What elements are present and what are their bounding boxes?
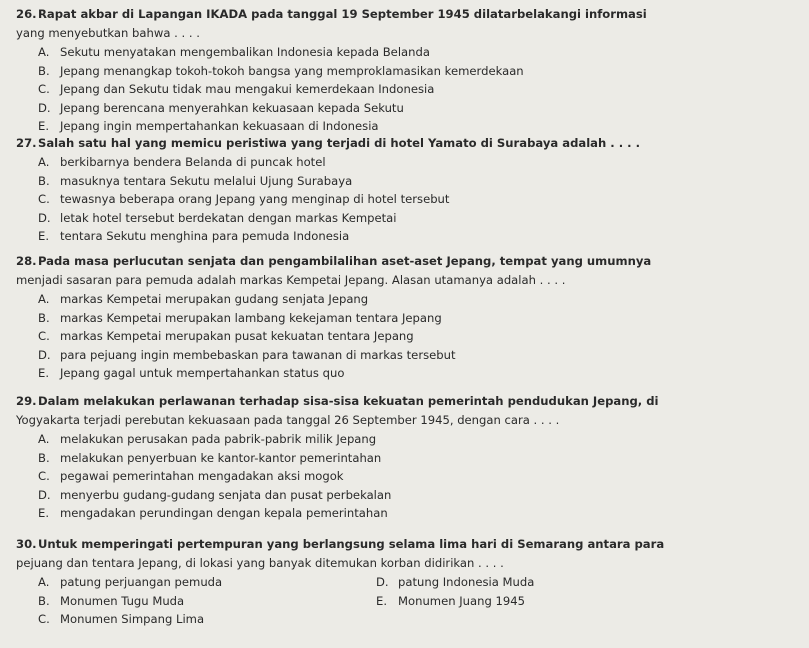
option-letter: D. [38,100,51,115]
question-stem [16,134,801,153]
option-letter: A. [38,155,50,169]
option-d [16,346,801,365]
option-text: Monumen Simpang Lima [60,612,205,626]
option-e [16,117,801,136]
option-text: tewasnya beberapa orang Jepang yang menginap di hotel tersebut [60,192,450,206]
option-letter: B. [38,173,50,188]
option-letter: B. [38,310,50,325]
option-d [16,486,801,505]
option-letter: D. [38,487,51,502]
option-letter: B. [38,63,50,78]
option-text: Jepang menangkap tokoh-tokoh bangsa yang memproklamasikan kemerdekaan [60,63,524,78]
option-letter: C. [38,612,50,626]
question-28 [16,252,801,383]
option-letter: C. [38,82,50,96]
option-b [16,309,801,328]
option-c [16,80,801,99]
question-stem [16,252,801,271]
option-text: patung perjuangan pemuda [60,575,223,589]
question-27 [16,134,801,246]
option-text: letak hotel tersebut berdekatan dengan markas Kempetai [60,210,397,225]
option-a [38,573,376,592]
option-letter: E. [38,229,50,243]
question-stem [16,392,801,411]
question-number: 26. [16,7,37,21]
option-e [376,592,776,611]
option-text: Sekutu menyatakan mengembalikan Indonesia kepada Belanda [60,45,430,59]
option-e [16,504,801,523]
option-text: masuknya tentara Sekutu melalui Ujung Surabaya [60,173,353,188]
option-b [16,449,801,468]
option-text: tentara Sekutu menghina para pemuda Indonesia [60,229,350,243]
option-text: markas Kempetai merupakan pusat kekuatan tentara Jepang [60,329,414,343]
option-letter: C. [38,469,50,483]
option-letter: D. [376,575,389,589]
option-text: Jepang dan Sekutu tidak mau mengakui kemerdekaan Indonesia [60,82,435,96]
question-stem [16,5,801,24]
question-29 [16,392,801,523]
option-c [38,610,376,629]
option-d [16,99,801,118]
question-30 [16,535,801,629]
option-letter: A. [38,575,50,589]
option-d [376,573,776,592]
option-text: melakukan perusakan pada pabrik-pabrik milik Jepang [60,432,377,446]
question-text: Salah satu hal yang memicu peristiwa yang terjadi di hotel Yamato di Surabaya adalah . . . . [38,136,641,150]
option-c [16,190,801,209]
option-letter: E. [38,506,50,520]
option-letter: E. [38,119,50,133]
option-c [16,467,801,486]
option-letter: A. [38,292,50,306]
option-a [16,430,801,449]
option-letter: B. [38,593,50,608]
question-text-continued: pejuang dan tentara Jepang, di lokasi yang banyak ditemukan korban didirikan . . . . [16,556,504,570]
option-a [16,153,801,172]
option-e [16,364,801,383]
question-text-continued: yang menyebutkan bahwa . . . . [16,26,200,40]
option-text: Jepang ingin mempertahankan kekuasaan di Indonesia [60,119,379,133]
question-text: Rapat akbar di Lapangan IKADA pada tanggal 19 September 1945 dilatarbelakangi informasi [38,7,647,21]
option-text: patung Indonesia Muda [398,575,535,589]
option-letter: A. [38,432,50,446]
option-text: para pejuang ingin membebaskan para tawanan di markas tersebut [60,347,456,362]
options-grid [16,573,801,629]
option-a [16,290,801,309]
question-text-continued: menjadi sasaran para pemuda adalah markas Kempetai Jepang. Alasan utamanya adalah . . . . [16,273,566,287]
question-text: Untuk memperingati pertempuran yang berlangsung selama lima hari di Semarang antara para [38,537,665,551]
question-text: Pada masa perlucutan senjata dan pengambilalihan aset-aset Jepang, tempat yang umumnya [38,254,652,268]
option-text: markas Kempetai merupakan lambang kekejaman tentara Jepang [60,310,442,325]
option-text: Monumen Juang 1945 [398,593,526,608]
question-number: 27. [16,136,37,150]
option-letter: B. [38,450,50,465]
option-letter: C. [38,192,50,206]
question-number: 28. [16,254,37,268]
option-text: Jepang gagal untuk mempertahankan status quo [60,366,345,380]
question-number: 29. [16,394,37,408]
option-letter: A. [38,45,50,59]
option-text: berkibarnya bendera Belanda di puncak hotel [60,155,326,169]
option-e [16,227,801,246]
question-text-continued: Yogyakarta terjadi perebutan kekuasaan pada tanggal 26 September 1945, dengan cara . . . . [16,413,560,427]
question-text: Dalam melakukan perlawanan terhadap sisa-sisa kekuatan pemerintah pendudukan Jepang, di [38,394,659,408]
option-text: pegawai pemerintahan mengadakan aksi mogok [60,469,344,483]
option-letter: D. [38,347,51,362]
question-number: 30. [16,537,37,551]
option-text: menyerbu gudang-gudang senjata dan pusat perbekalan [60,487,392,502]
option-letter: D. [38,210,51,225]
question-stem [16,535,801,554]
option-d [16,209,801,228]
option-a [16,43,801,62]
option-c [16,327,801,346]
option-text: Jepang berencana menyerahkan kekuasaan kepada Sekutu [60,100,404,115]
option-b [38,592,376,611]
option-b [16,172,801,191]
option-text: mengadakan perundingan dengan kepala pemerintahan [60,506,388,520]
option-letter: E. [376,593,388,608]
option-text: Monumen Tugu Muda [60,593,185,608]
option-letter: E. [38,366,50,380]
option-b [16,62,801,81]
question-26 [16,5,801,136]
option-text: melakukan penyerbuan ke kantor-kantor pemerintahan [60,450,382,465]
option-text: markas Kempetai merupakan gudang senjata Jepang [60,292,369,306]
option-letter: C. [38,329,50,343]
